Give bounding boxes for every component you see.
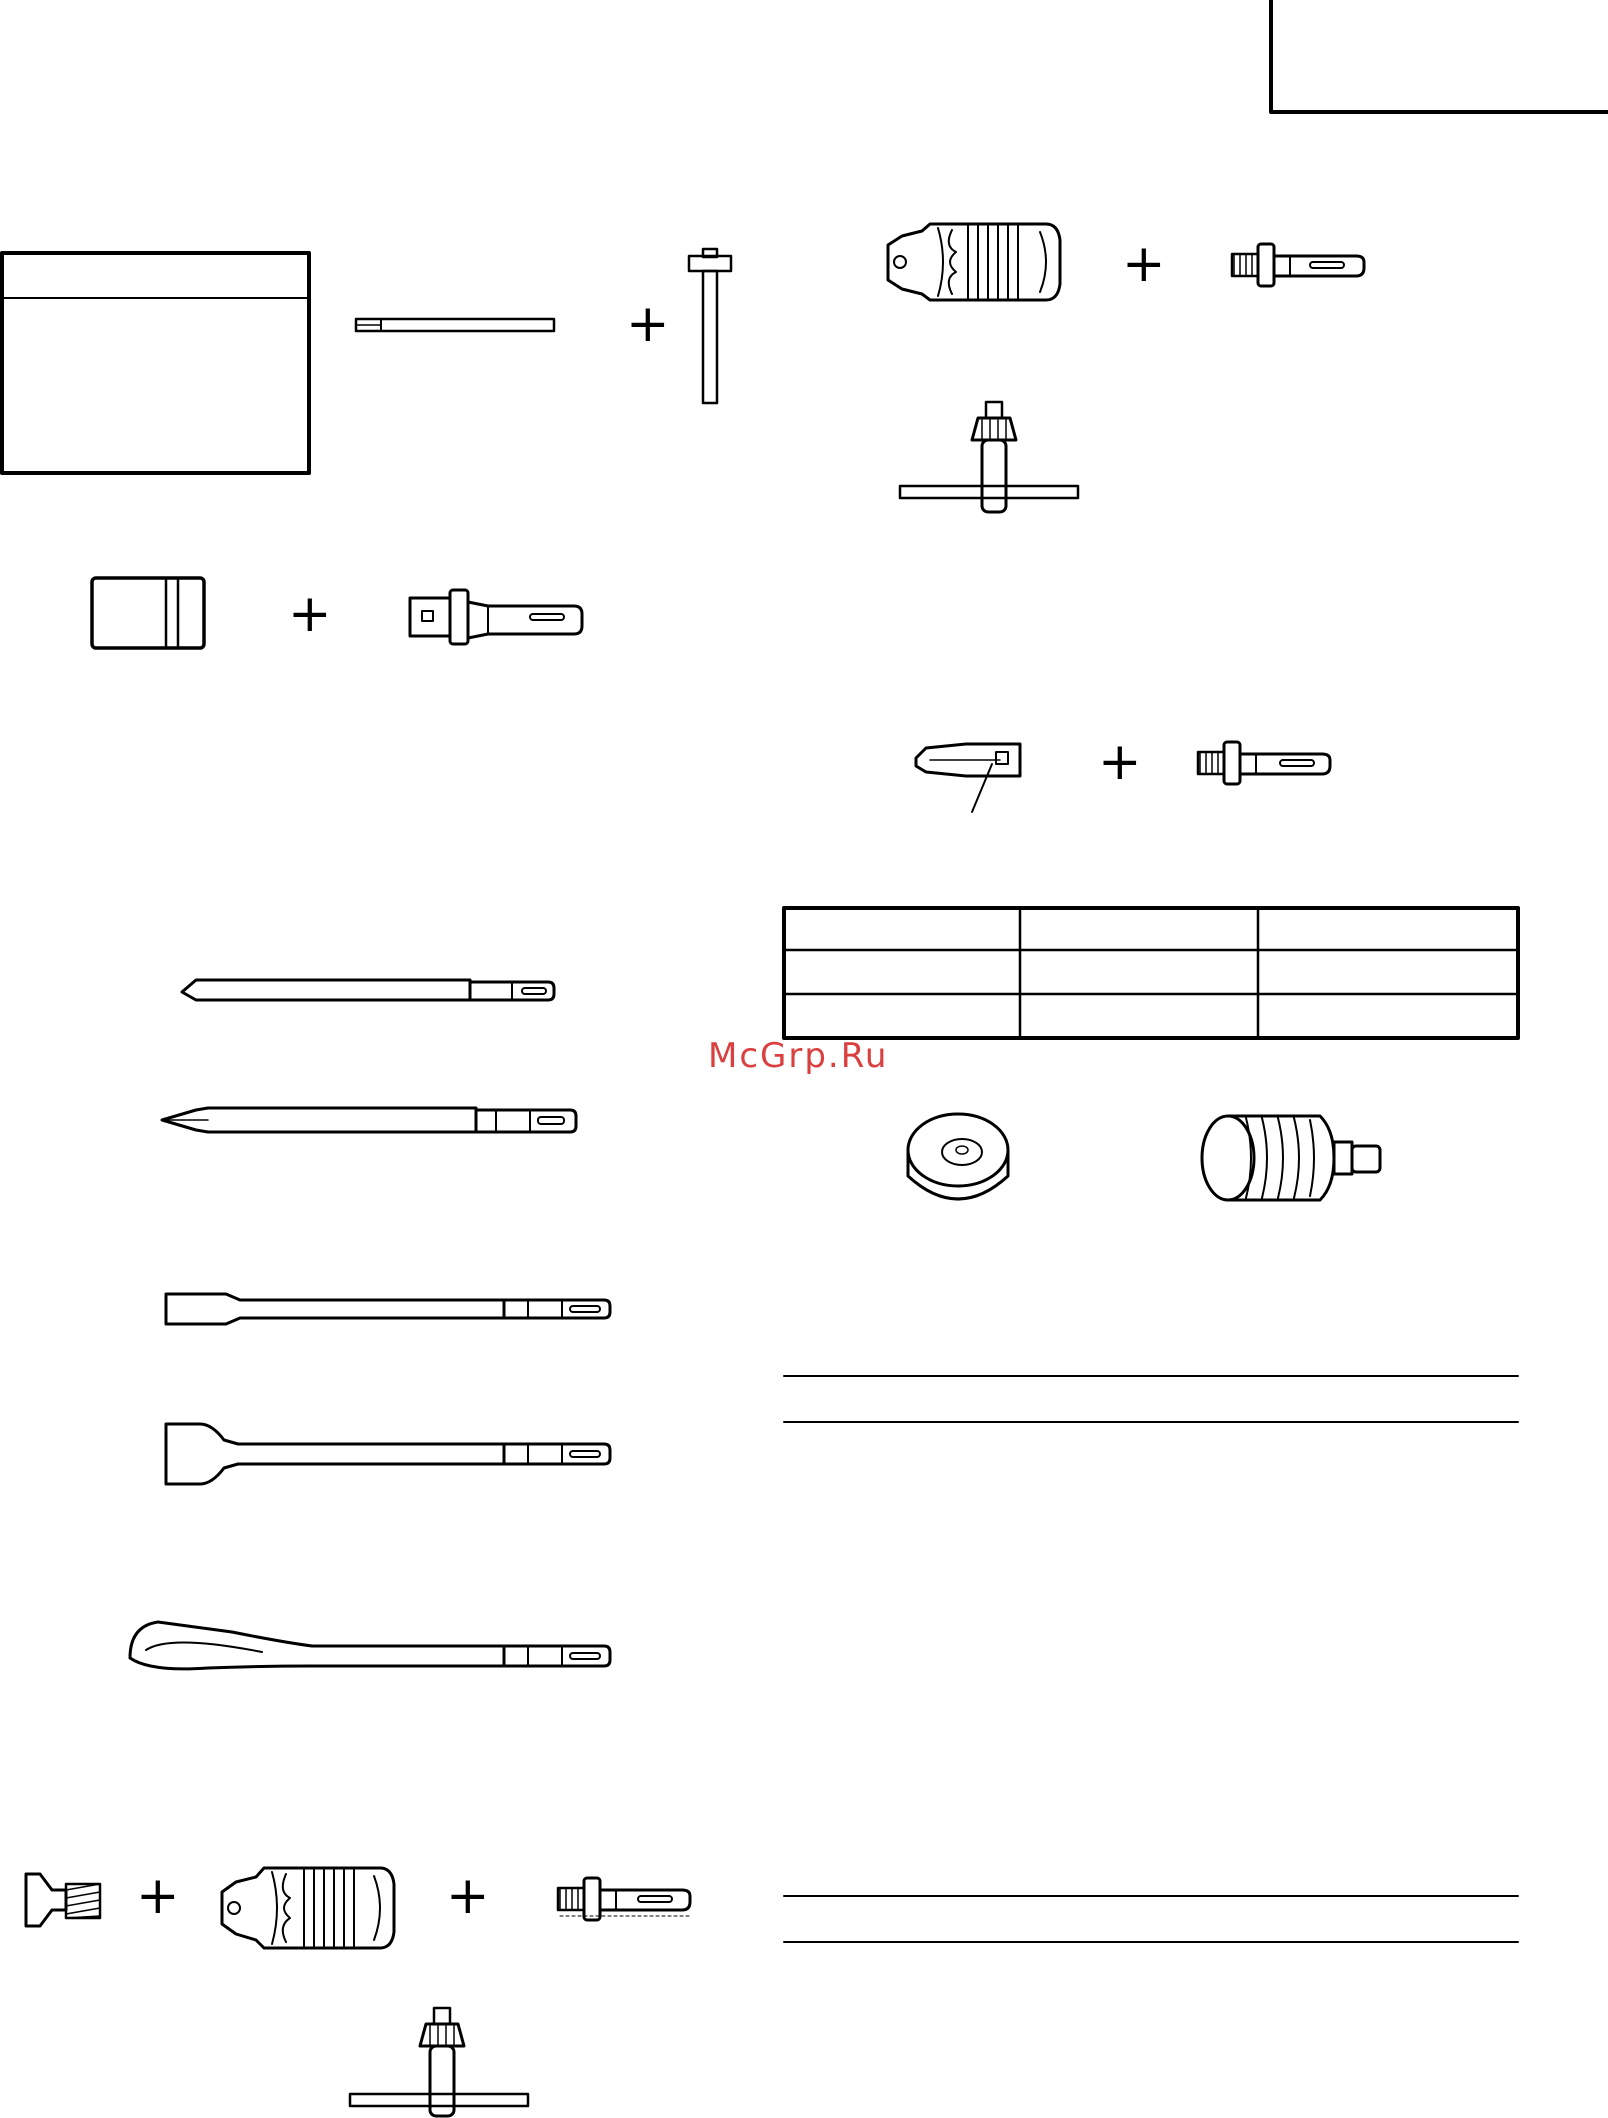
chuck-adapter-icon-bottom bbox=[558, 1878, 690, 1920]
wide-chisel-icon bbox=[166, 1424, 610, 1484]
plus-sign: + bbox=[136, 1866, 180, 1926]
drill-bit-icon bbox=[356, 319, 554, 331]
chuck-key-icon-bottom bbox=[350, 2008, 528, 2116]
plus-sign: + bbox=[288, 584, 332, 644]
cotter-icon bbox=[689, 249, 731, 403]
square-shank-adapter-icon bbox=[410, 590, 582, 644]
grooving-chisel-icon bbox=[130, 1622, 610, 1669]
pointed-chisel-icon bbox=[162, 1108, 576, 1132]
dust-collector-icon bbox=[1202, 1116, 1380, 1200]
dust-cup-icon bbox=[908, 1114, 1008, 1199]
drill-chuck-icon bbox=[888, 224, 1060, 300]
section-rules bbox=[784, 1376, 1518, 1942]
plus-sign: + bbox=[1122, 234, 1166, 294]
plus-sign: + bbox=[626, 294, 670, 354]
chuck-adapter-icon bbox=[1232, 244, 1364, 286]
plus-sign: + bbox=[1098, 732, 1142, 792]
bull-point-icon bbox=[182, 980, 554, 1000]
spec-table bbox=[784, 908, 1518, 1038]
cold-chisel-icon bbox=[166, 1294, 610, 1324]
adapter-icon bbox=[1198, 742, 1330, 784]
adapter-screw-icon bbox=[26, 1874, 100, 1926]
page-number-box bbox=[1271, 0, 1608, 112]
drill-chuck-icon-bottom bbox=[222, 1868, 394, 1948]
plus-sign: + bbox=[446, 1866, 490, 1926]
label-box bbox=[2, 253, 309, 473]
socket-icon bbox=[92, 578, 204, 648]
chuck-key-icon bbox=[900, 402, 1078, 512]
screwdriver-bit-icon bbox=[916, 744, 1020, 812]
watermark: McGrp.Ru bbox=[708, 1036, 889, 1076]
